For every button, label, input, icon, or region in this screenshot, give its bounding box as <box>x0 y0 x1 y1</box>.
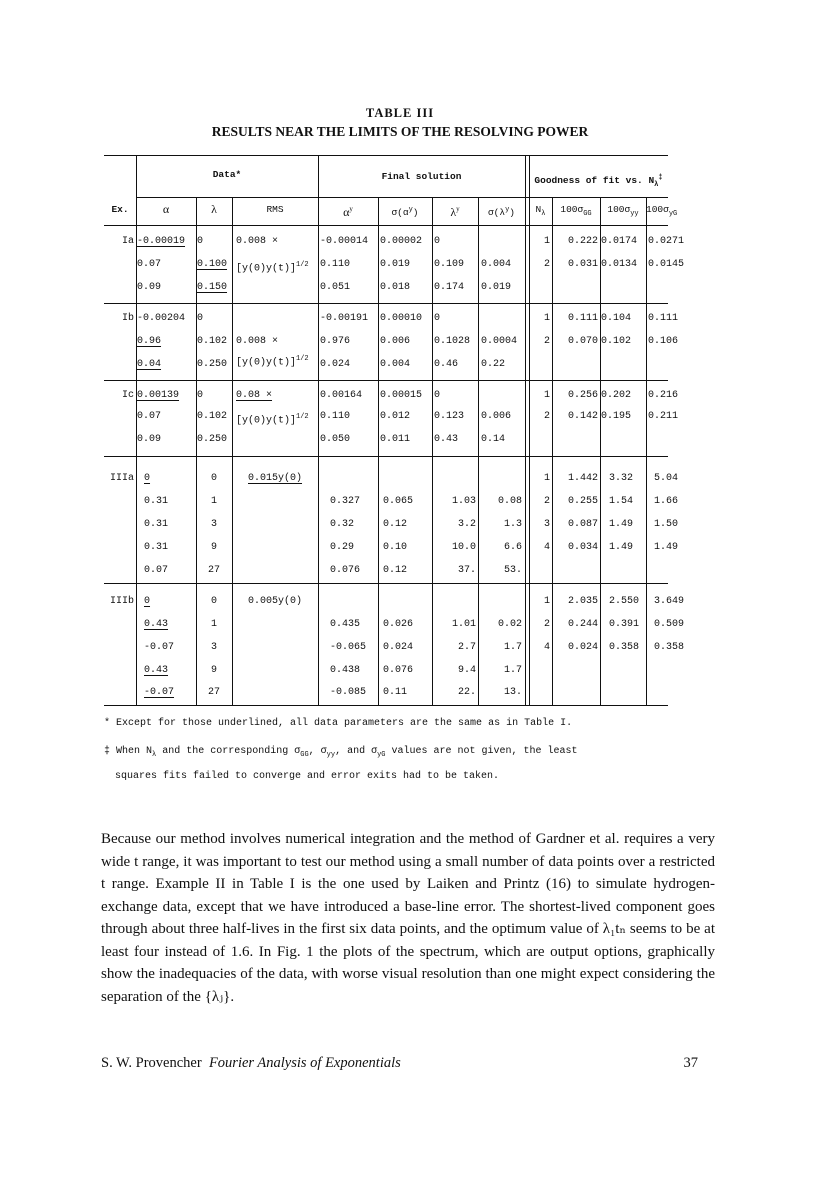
cell-sa: 0.012 <box>380 411 411 422</box>
goodness-header: Goodness of fit vs. $N_\lambda^\ddagger$ <box>534 174 663 190</box>
cell-sa: 0.024 <box>383 642 414 653</box>
cell-sa: 0.006 <box>380 336 411 347</box>
cell-l: 3 <box>210 642 217 653</box>
cell-ay: 0.050 <box>320 434 351 445</box>
cell-yy: 2.550 <box>609 596 640 607</box>
cell-gg: 0.111 <box>567 313 598 324</box>
cell-ly: 37. <box>457 565 476 576</box>
cell-yg: 0.509 <box>654 619 685 630</box>
col-sigma-yg: $100\sigma_{yG}$ <box>646 204 678 218</box>
footnote-dagger-cont: squares fits failed to converge and error exits had to be taken. <box>115 771 500 782</box>
cell-ly: 0.109 <box>434 259 465 270</box>
cell-gg: 0.034 <box>567 542 598 553</box>
cell-sl: 0.22 <box>481 359 506 370</box>
cell-sa: 0.12 <box>383 565 408 576</box>
cell-n: 4 <box>543 542 550 553</box>
cell-a: 0.09 <box>137 434 162 445</box>
rms-ib-2: $[y(0)y(t)]^{1/2}$ <box>236 355 309 369</box>
col-lambda: λ <box>211 202 217 216</box>
cell-l: 0.102 <box>197 411 228 422</box>
cell-gg: 0.256 <box>567 390 598 401</box>
col-sigma-lambda: $\sigma(\lambda^y)$ <box>487 206 515 219</box>
cell-yy: 1.49 <box>609 542 634 553</box>
cell-ay: -0.00014 <box>320 236 369 247</box>
cell-n: 1 <box>543 236 550 247</box>
cell-sl: 53. <box>503 565 522 576</box>
footnote-star: * Except for those underlined, all data parameters are the same as in Table I. <box>104 718 573 729</box>
cell-yg: 5.04 <box>654 473 679 484</box>
cell-l: 0 <box>197 390 204 401</box>
col-rms: RMS <box>266 204 284 215</box>
cell-yy: 0.102 <box>601 336 632 347</box>
cell-ly: 0 <box>434 236 441 247</box>
col-alpha-y: $\alpha^y$ <box>343 205 353 219</box>
cell-l: 3 <box>210 519 217 530</box>
cell-sa: 0.018 <box>380 282 411 293</box>
cell-ly: 3.2 <box>457 519 476 530</box>
cell-n: 2 <box>543 619 550 630</box>
col-ex: Ex. <box>111 204 129 215</box>
cell-yg: 0.111 <box>648 313 679 324</box>
col-sigma-gg: $100\sigma_{GG}$ <box>560 204 592 218</box>
cell-ly: 0 <box>434 313 441 324</box>
cell-a: 0.31 <box>144 542 169 553</box>
cell-yg: 0.358 <box>654 642 685 653</box>
data-header: Data* <box>212 169 242 180</box>
cell-a: 0.43 <box>144 665 169 676</box>
vline-data <box>318 155 319 705</box>
cell-yg: 3.649 <box>654 596 685 607</box>
cell-ly: 1.03 <box>451 496 476 507</box>
cell-a: -0.07 <box>144 642 175 653</box>
cell-ly: 1.01 <box>451 619 476 630</box>
cell-yy: 0.195 <box>601 411 632 422</box>
footnote-dagger: ‡ When $N_\lambda$ and the corresponding $\sigma_{GG}$, $\sigma_{yy}$, and $\sigma_{yG}$ values are not given, the least <box>104 746 578 759</box>
cell-ly: 0.43 <box>434 434 459 445</box>
cell-ay: 0.024 <box>320 359 351 370</box>
cell-ex: Ia <box>121 236 134 247</box>
cell-a: -0.00204 <box>137 313 186 324</box>
cell-sa: 0.019 <box>380 259 411 270</box>
cell-ex: IIIa <box>109 473 134 484</box>
cell-sa: 0.065 <box>383 496 414 507</box>
cell-gg: 0.070 <box>567 336 598 347</box>
cell-l: 0.250 <box>197 434 228 445</box>
cell-n: 2 <box>543 411 550 422</box>
cell-a: 0.07 <box>144 565 169 576</box>
cell-ly: 0.46 <box>434 359 459 370</box>
cell-l: 0.250 <box>197 359 228 370</box>
cell-n: 1 <box>543 596 550 607</box>
cell-ly: 0.123 <box>434 411 465 422</box>
table-title: TABLE III <box>365 106 435 120</box>
cell-gg: 1.442 <box>567 473 598 484</box>
cell-l: 0 <box>210 596 217 607</box>
cell-a: 0.31 <box>144 496 169 507</box>
body-paragraph: Because our method involves numerical integration and the method of Gardner et al. requires a very wide t range, it was important to test our method using a small number of data points over a restricted t range. Example II in Table I is the one used by Laiken and Printz (16) to simulate hydrogen-exchange data, except that we have introduced a base-line error. The shortest-lived component goes through about three half-lives in the first six data points, and the optimum value of λ₁tₙ seems to be at least four instead of 1.6. In Fig. 1 the plots of the spectrum, which are output options, graphically show the inadequacies of the data, with worse visual resolution than one might expect considering the separation of the {λⱼ}. <box>101 831 715 1005</box>
cell-n: 1 <box>543 390 550 401</box>
cell-sl: 1.3 <box>503 519 522 530</box>
cell-ay: 0.00164 <box>320 390 363 401</box>
cell-ex: Ic <box>121 390 134 401</box>
cell-sa: 0.10 <box>383 542 408 553</box>
cell-sa: 0.00010 <box>380 313 423 324</box>
cell-n: 2 <box>543 259 550 270</box>
cell-sl: 0.004 <box>481 259 512 270</box>
cell-yg: 0.0271 <box>648 236 685 247</box>
rms-ia: 0.008 × <box>236 236 279 247</box>
cell-gg: 0.031 <box>567 259 598 270</box>
cell-gg: 0.255 <box>567 496 598 507</box>
cell-ay: -0.085 <box>330 687 367 698</box>
vline-lambda <box>232 197 233 705</box>
group-rule-4 <box>104 583 668 584</box>
cell-l: 1 <box>210 619 217 630</box>
rms-ib: 0.008 × <box>236 336 279 347</box>
cell-ay: 0.438 <box>330 665 361 676</box>
cell-n: 2 <box>543 496 550 507</box>
table-caption: RESULTS NEAR THE LIMITS OF THE RESOLVING POWER <box>211 124 589 139</box>
cell-n: 1 <box>543 313 550 324</box>
cell-yy: 0.104 <box>601 313 632 324</box>
cell-ay: -0.00191 <box>320 313 369 324</box>
col-sigma-alpha: $\sigma(\alpha^y)$ <box>391 206 419 219</box>
cell-a: 0.31 <box>144 519 169 530</box>
cell-sl: 13. <box>503 687 522 698</box>
vline-final1 <box>525 155 526 705</box>
cell-yy: 0.0134 <box>601 259 638 270</box>
cell-yg: 1.66 <box>654 496 679 507</box>
cell-sl: 1.7 <box>503 665 522 676</box>
vline-gg <box>600 197 601 705</box>
table-top-rule <box>104 155 668 156</box>
cell-yg: 1.49 <box>654 542 679 553</box>
table-bottom-rule <box>104 705 668 706</box>
cell-sl: 0.0004 <box>481 336 518 347</box>
group-rule-2 <box>104 380 668 381</box>
cell-sl: 6.6 <box>503 542 522 553</box>
rms-ic: 0.08 × <box>236 390 273 401</box>
cell-gg: 0.244 <box>567 619 598 630</box>
cell-ay: 0.976 <box>320 336 351 347</box>
rms-ia-2: $[y(0)y(t)]^{1/2}$ <box>236 261 309 275</box>
group-rule-3 <box>104 456 668 457</box>
cell-ay: 0.076 <box>330 565 361 576</box>
cell-sl: 0.006 <box>481 411 512 422</box>
final-solution-header: Final solution <box>381 171 462 182</box>
cell-l: 9 <box>210 665 217 676</box>
cell-yy: 1.49 <box>609 519 634 530</box>
cell-yg: 0.216 <box>648 390 679 401</box>
cell-sa: 0.00015 <box>380 390 423 401</box>
cell-sa: 0.011 <box>380 434 411 445</box>
cell-yy: 0.202 <box>601 390 632 401</box>
header-bottom-rule <box>104 225 668 226</box>
rms-iiia: 0.015y(0) <box>248 473 303 484</box>
cell-a: 0.04 <box>137 359 162 370</box>
running-footer: S. W. Provencher Fourier Analysis of Exponentials <box>101 1055 401 1071</box>
cell-l: 27 <box>207 565 220 576</box>
cell-ly: 22. <box>457 687 476 698</box>
cell-ly: 9.4 <box>457 665 476 676</box>
cell-sa: 0.026 <box>383 619 414 630</box>
cell-a: 0 <box>144 473 151 484</box>
cell-l: 0.100 <box>197 259 228 270</box>
cell-gg: 0.222 <box>567 236 598 247</box>
cell-sl: 0.02 <box>497 619 522 630</box>
cell-a: -0.07 <box>144 687 175 698</box>
cell-ay: 0.32 <box>330 519 355 530</box>
cell-sa: 0.004 <box>380 359 411 370</box>
cell-yg: 0.0145 <box>648 259 685 270</box>
cell-l: 0 <box>210 473 217 484</box>
cell-l: 9 <box>210 542 217 553</box>
cell-l: 0.102 <box>197 336 228 347</box>
cell-sl: 0.08 <box>497 496 522 507</box>
cell-sl: 0.14 <box>481 434 506 445</box>
cell-yg: 0.106 <box>648 336 679 347</box>
cell-l: 0 <box>197 313 204 324</box>
cell-gg: 0.142 <box>567 411 598 422</box>
cell-yy: 0.391 <box>609 619 640 630</box>
cell-ay: 0.110 <box>320 411 351 422</box>
header-mid-rule <box>136 197 668 198</box>
cell-sa: 0.00002 <box>380 236 423 247</box>
rms-iiib: 0.005y(0) <box>248 596 303 607</box>
cell-sa: 0.12 <box>383 519 408 530</box>
cell-ay: 0.051 <box>320 282 351 293</box>
cell-ly: 2.7 <box>457 642 476 653</box>
cell-sa: 0.11 <box>383 687 408 698</box>
col-alpha: α <box>162 202 170 216</box>
cell-yy: 3.32 <box>609 473 634 484</box>
cell-l: 0.150 <box>197 282 228 293</box>
cell-a: 0.00139 <box>137 390 180 401</box>
cell-yy: 1.54 <box>609 496 634 507</box>
cell-ay: -0.065 <box>330 642 367 653</box>
cell-a: 0.09 <box>137 282 162 293</box>
page-number: 37 <box>683 1055 698 1071</box>
cell-a: 0.07 <box>137 259 162 270</box>
cell-yg: 1.50 <box>654 519 679 530</box>
cell-gg: 0.087 <box>567 519 598 530</box>
cell-ex: Ib <box>121 313 134 324</box>
cell-sl: 0.019 <box>481 282 512 293</box>
cell-ly: 0.1028 <box>434 336 471 347</box>
cell-sl: 1.7 <box>503 642 522 653</box>
cell-a: -0.00019 <box>137 236 186 247</box>
cell-n: 3 <box>543 519 550 530</box>
cell-yy: 0.0174 <box>601 236 638 247</box>
cell-gg: 0.024 <box>567 642 598 653</box>
col-n: $N_\lambda$ <box>535 204 546 218</box>
cell-ay: 0.327 <box>330 496 361 507</box>
cell-gg: 2.035 <box>567 596 598 607</box>
cell-ly: 0 <box>434 390 441 401</box>
cell-n: 2 <box>543 336 550 347</box>
rms-ic-2: $[y(0)y(t)]^{1/2}$ <box>236 413 309 427</box>
cell-n: 1 <box>543 473 550 484</box>
cell-a: 0.96 <box>137 336 162 347</box>
cell-l: 0 <box>197 236 204 247</box>
cell-ex: IIIb <box>109 596 134 607</box>
cell-ay: 0.29 <box>330 542 355 553</box>
cell-a: 0 <box>144 596 151 607</box>
cell-ly: 10.0 <box>451 542 476 553</box>
cell-ay: 0.435 <box>330 619 361 630</box>
cell-ay: 0.110 <box>320 259 351 270</box>
cell-yy: 0.358 <box>609 642 640 653</box>
cell-l: 1 <box>210 496 217 507</box>
cell-a: 0.43 <box>144 619 169 630</box>
group-rule-1 <box>104 303 668 304</box>
cell-n: 4 <box>543 642 550 653</box>
cell-yg: 0.211 <box>648 411 679 422</box>
cell-ly: 0.174 <box>434 282 465 293</box>
cell-sa: 0.076 <box>383 665 414 676</box>
col-sigma-yy: $100\sigma_{yy}$ <box>607 204 639 218</box>
cell-a: 0.07 <box>137 411 162 422</box>
cell-l: 27 <box>207 687 220 698</box>
col-lambda-y: $\lambda^y$ <box>450 205 460 219</box>
